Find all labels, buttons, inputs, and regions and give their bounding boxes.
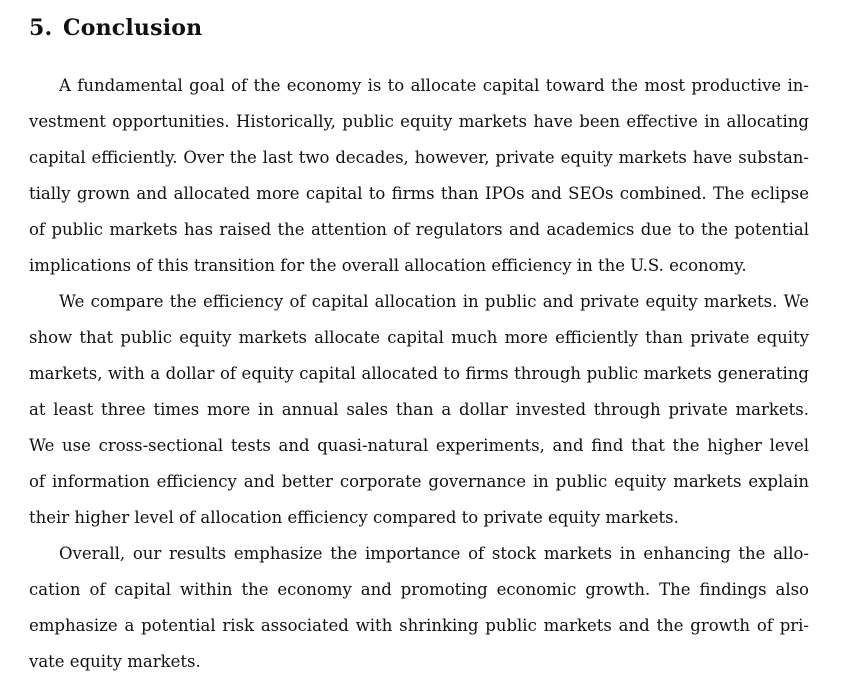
paragraph-2-line-4: at least three times more in annual sales than a dollar invested through private markets. [29, 400, 809, 419]
section-number: 5. [29, 15, 53, 41]
section-title: Conclusion [63, 15, 203, 41]
paragraph-2-line-2: show that public equity markets allocate capital much more efficiently than private equity [29, 328, 809, 347]
paragraph-1-line-6: implications of this transition for the overall allocation efficiency in the U.S. economy. [29, 256, 747, 275]
paragraph-2-line-5: We use cross-sectional tests and quasi-natural experiments, and find that the higher level [29, 436, 809, 455]
paragraph-3-line-1: Overall, our results emphasize the importance of stock markets in enhancing the allo- [59, 544, 809, 563]
paragraph-3-line-4: vate equity markets. [29, 652, 201, 671]
paragraph-2-line-3: markets, with a dollar of equity capital allocated to firms through public markets generating [29, 364, 809, 383]
paragraph-2-line-7: their higher level of allocation efficiency compared to private equity markets. [29, 508, 679, 527]
paragraph-2-line-1: We compare the efficiency of capital allocation in public and private equity markets. We [59, 292, 809, 311]
paragraph-2-line-6: of information efficiency and better corporate governance in public equity markets explain [29, 472, 809, 491]
paragraph-1-line-1: A fundamental goal of the economy is to allocate capital toward the most productive in- [59, 76, 809, 95]
paragraph-3-line-3: emphasize a potential risk associated with shrinking public markets and the growth of pri- [29, 616, 809, 635]
section-heading [29, 12, 202, 44]
paragraph-1-line-2: vestment opportunities. Historically, public equity markets have been effective in allocating [29, 112, 809, 131]
paragraph-1-line-5: of public markets has raised the attention of regulators and academics due to the potential [29, 220, 809, 239]
paragraph-1-line-3: capital efficiently. Over the last two decades, however, private equity markets have substan- [29, 148, 809, 167]
paragraph-1-line-4: tially grown and allocated more capital to firms than IPOs and SEOs combined. The eclipse [29, 184, 809, 203]
paragraph-3-line-2: cation of capital within the economy and promoting economic growth. The findings also [29, 580, 809, 599]
